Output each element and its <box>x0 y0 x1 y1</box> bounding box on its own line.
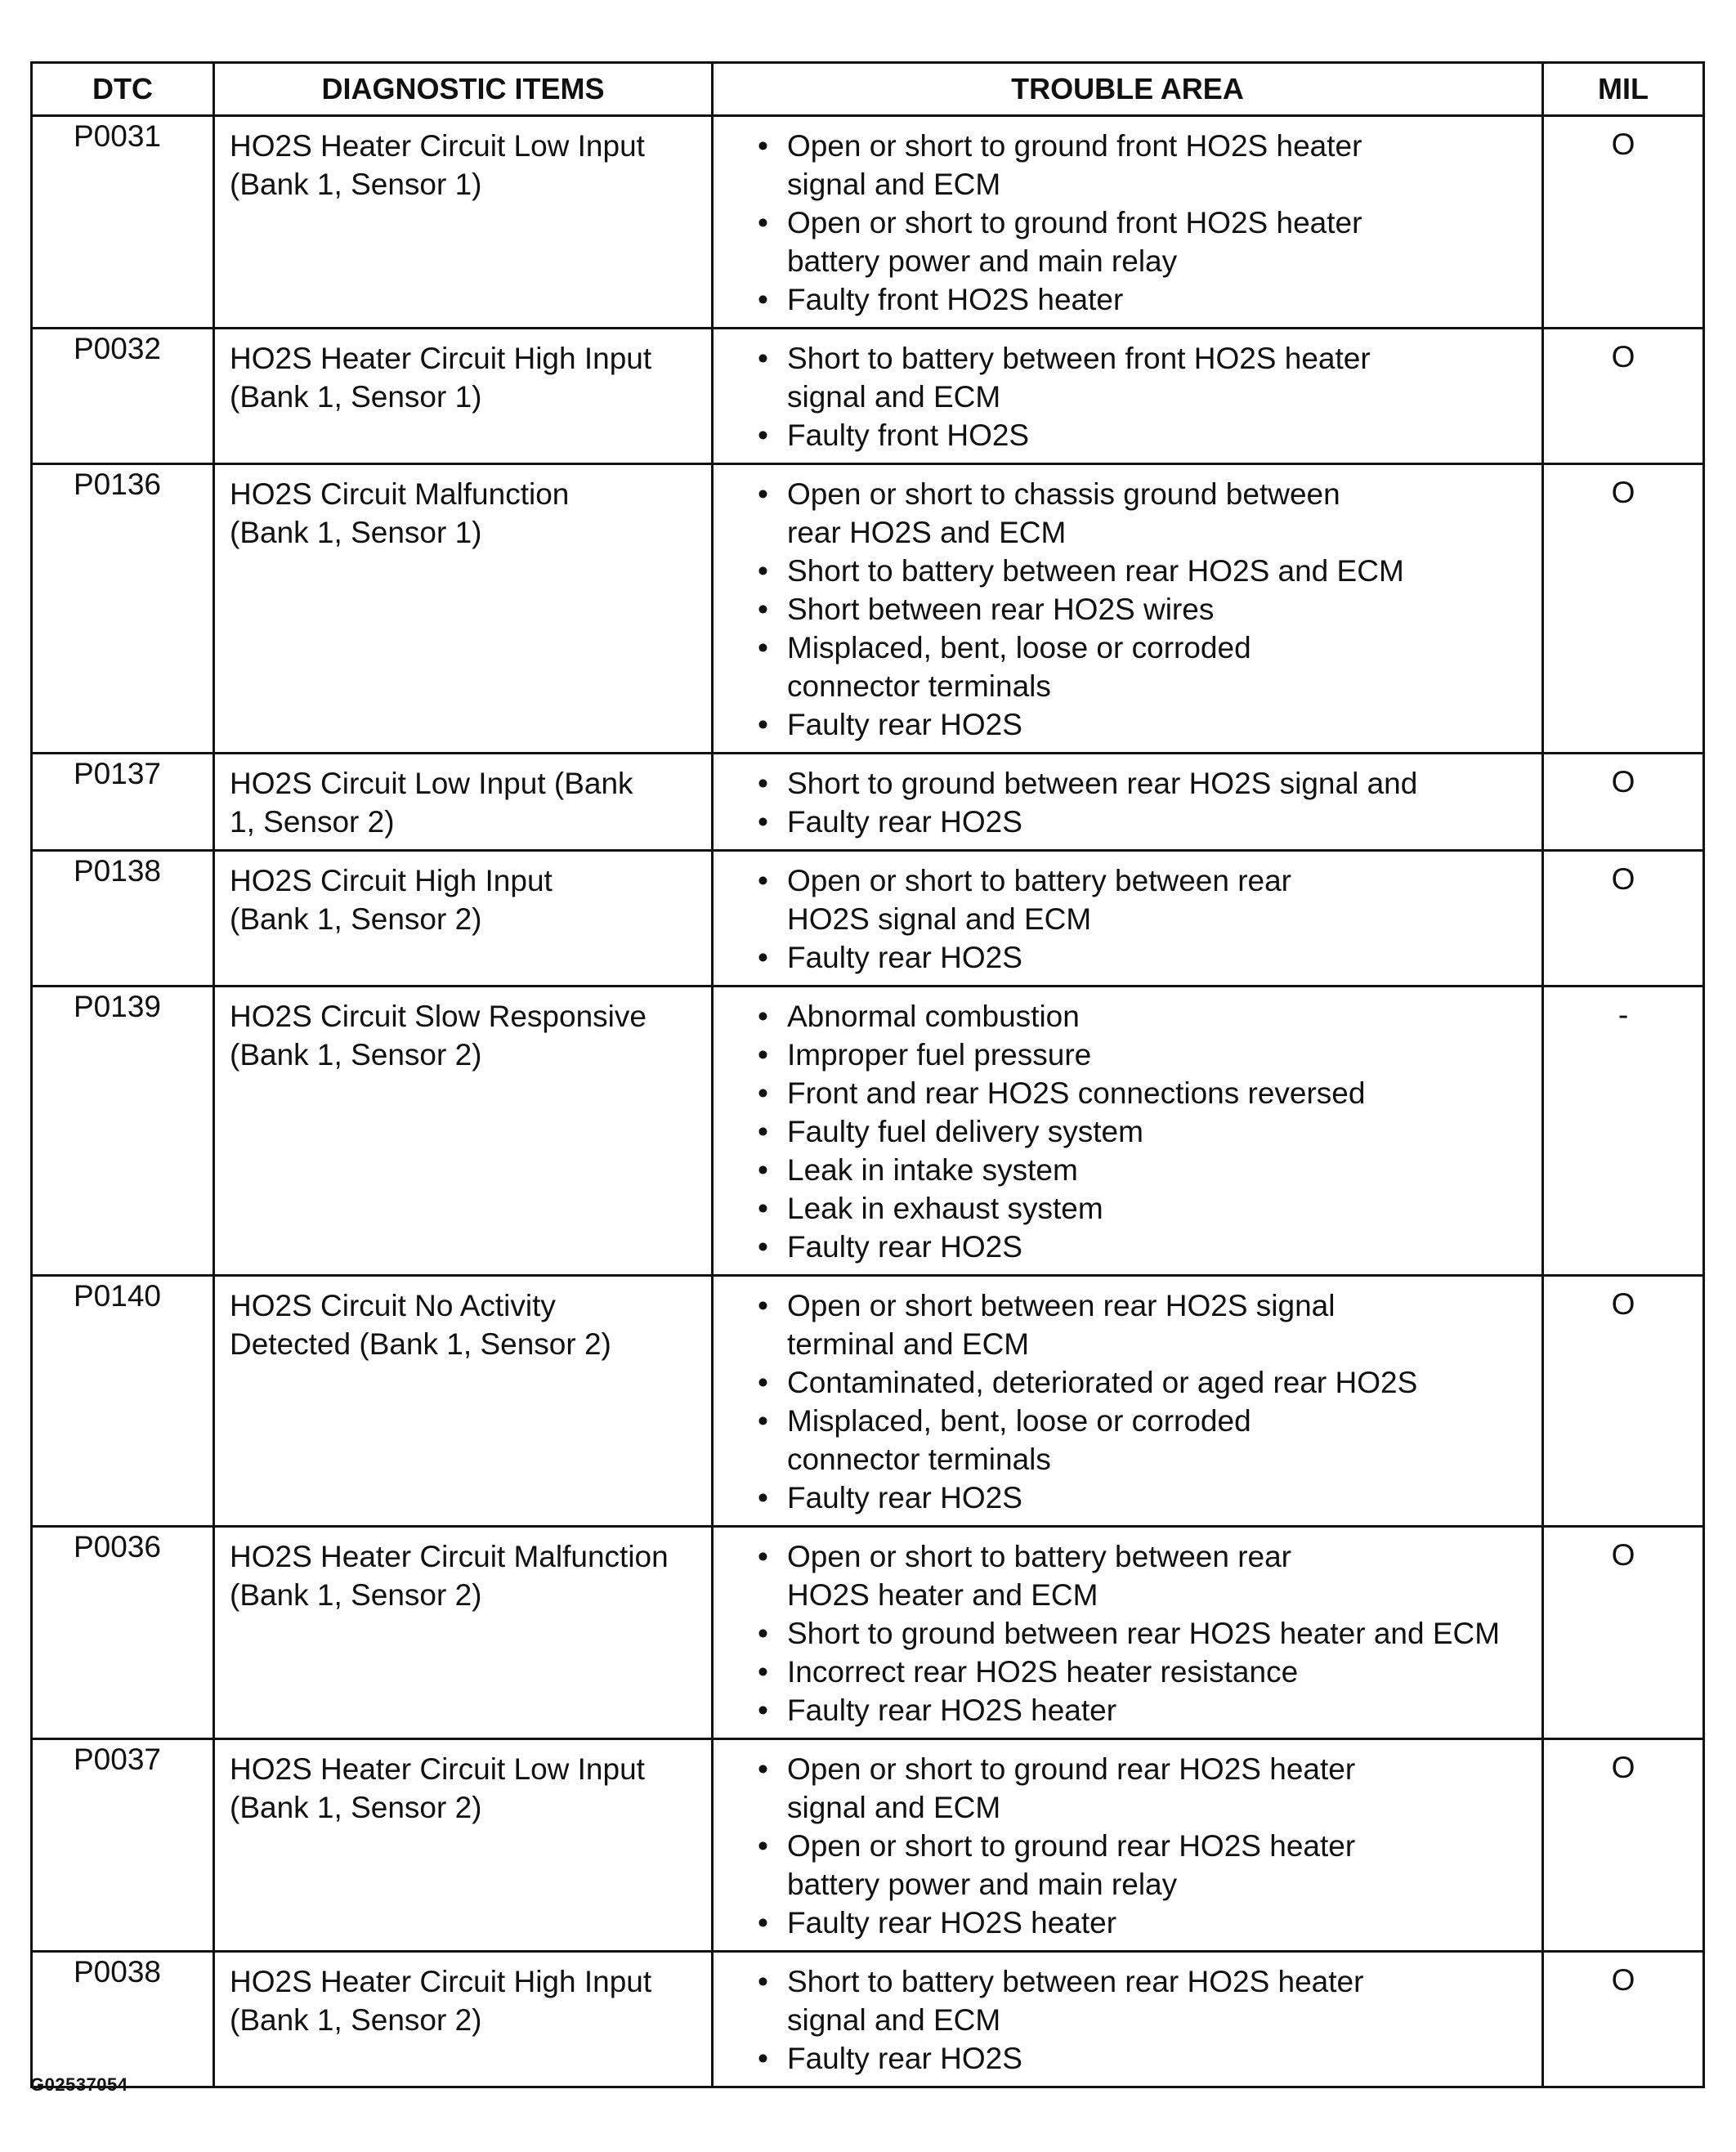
mil-cell <box>1543 987 1704 1276</box>
trouble-area-line: Faulty fuel delivery system <box>787 1115 1143 1148</box>
list-item <box>754 1402 1533 1479</box>
trouble-area-list <box>754 764 1533 841</box>
trouble-area-line: Faulty rear HO2S <box>787 805 1022 839</box>
trouble-area-line: Leak in intake system <box>787 1153 1078 1187</box>
trouble-area-line: Faulty rear HO2S <box>787 941 1022 974</box>
trouble-area-line: Faulty front HO2S <box>787 418 1030 452</box>
trouble-area-line: Open or short to chassis ground between <box>787 477 1340 511</box>
bullet-icon: • <box>758 283 768 316</box>
trouble-area-line: Short between rear HO2S wires <box>787 593 1215 626</box>
list-item <box>754 997 1533 1036</box>
diagnostic-item <box>214 464 713 754</box>
trouble-area-line: HO2S heater and ECM <box>787 1578 1098 1612</box>
bullet-icon: • <box>758 1230 768 1264</box>
list-item <box>754 339 1533 416</box>
list-item <box>754 552 1533 590</box>
mil-status: O <box>1611 1287 1635 1321</box>
mil-cell <box>1543 1276 1704 1527</box>
table-row <box>32 851 1704 987</box>
bullet-icon: • <box>758 1752 768 1786</box>
list-item <box>754 1189 1533 1228</box>
trouble-area-list <box>754 1750 1533 1942</box>
list-item <box>754 1036 1533 1074</box>
trouble-area-line: Open or short to ground rear HO2S heater <box>787 1829 1356 1863</box>
trouble-area-list <box>754 475 1533 744</box>
dtc-table-container <box>30 61 1702 2088</box>
table-row <box>32 116 1704 329</box>
diagnostic-item <box>214 1276 713 1527</box>
trouble-area-line: Misplaced, bent, loose or corroded <box>787 1404 1251 1438</box>
diagnostic-item <box>214 1952 713 2087</box>
dtc-code: P0031 <box>32 116 214 329</box>
header-diagnostic-items: DIAGNOSTIC ITEMS <box>214 63 713 116</box>
mil-status: O <box>1611 340 1635 374</box>
bullet-icon: • <box>758 1693 768 1727</box>
trouble-area-list <box>754 127 1533 319</box>
diagnostic-item <box>214 987 713 1276</box>
bullet-icon: • <box>758 1289 768 1322</box>
bullet-icon: • <box>758 1965 768 1998</box>
list-item <box>754 280 1533 319</box>
table-body <box>32 116 1704 2087</box>
table-row <box>32 329 1704 464</box>
bullet-icon: • <box>758 1115 768 1148</box>
trouble-area-line: HO2S signal and ECM <box>787 902 1092 936</box>
diagnostic-item <box>214 116 713 329</box>
trouble-area-line: Open or short to ground front HO2S heater <box>787 206 1362 239</box>
dtc-code: P0139 <box>32 987 214 1276</box>
bullet-icon: • <box>758 1906 768 1939</box>
bullet-icon: • <box>758 941 768 974</box>
list-item <box>754 1750 1533 1827</box>
list-item <box>754 1904 1533 1942</box>
list-item <box>754 1074 1533 1112</box>
trouble-area-line: Faulty rear HO2S <box>787 1481 1022 1514</box>
bullet-icon: • <box>758 2042 768 2075</box>
trouble-area-line: Contaminated, deteriorated or aged rear HO2S <box>787 1366 1418 1399</box>
trouble-area-list <box>754 339 1533 454</box>
dtc-code: P0032 <box>32 329 214 464</box>
bullet-icon: • <box>758 206 768 239</box>
trouble-area <box>713 1952 1543 2087</box>
bullet-icon: • <box>758 1655 768 1689</box>
dtc-code: P0140 <box>32 1276 214 1527</box>
trouble-area-line: Open or short to ground front HO2S heater <box>787 129 1362 163</box>
trouble-area <box>713 116 1543 329</box>
mil-cell <box>1543 116 1704 329</box>
diagnostic-item-line: HO2S Heater Circuit Low Input <box>230 129 645 163</box>
mil-cell <box>1543 851 1704 987</box>
list-item <box>754 416 1533 454</box>
bullet-icon: • <box>758 805 768 839</box>
trouble-area-list <box>754 1537 1533 1729</box>
trouble-area <box>713 464 1543 754</box>
bullet-icon: • <box>758 129 768 163</box>
dtc-code: P0137 <box>32 754 214 851</box>
dtc-code: P0138 <box>32 851 214 987</box>
header-dtc: DTC <box>32 63 214 116</box>
trouble-area-line: Open or short between rear HO2S signal <box>787 1289 1336 1322</box>
trouble-area-list <box>754 997 1533 1266</box>
diagnostic-item-line: (Bank 1, Sensor 2) <box>230 1791 482 1824</box>
trouble-area-line: terminal and ECM <box>787 1327 1030 1361</box>
trouble-area-line: Incorrect rear HO2S heater resistance <box>787 1655 1299 1689</box>
bullet-icon: • <box>758 864 768 897</box>
list-item <box>754 1112 1533 1151</box>
trouble-area-line: Faulty front HO2S heater <box>787 283 1124 316</box>
trouble-area <box>713 1527 1543 1739</box>
bullet-icon: • <box>758 1829 768 1863</box>
bullet-icon: • <box>758 1153 768 1187</box>
mil-status: O <box>1611 476 1635 509</box>
dtc-code: P0038 <box>32 1952 214 2087</box>
trouble-area-line: battery power and main relay <box>787 1868 1178 1901</box>
trouble-area-line: Front and rear HO2S connections reversed <box>787 1076 1366 1110</box>
list-item <box>754 938 1533 977</box>
trouble-area-line: Short to battery between rear HO2S heater <box>787 1965 1364 1998</box>
diagnostic-item-line: (Bank 1, Sensor 2) <box>230 902 482 936</box>
dtc-code: P0037 <box>32 1739 214 1952</box>
header-mil: MIL <box>1543 63 1704 116</box>
table-row <box>32 754 1704 851</box>
diagnostic-item-line: (Bank 1, Sensor 1) <box>230 380 482 414</box>
trouble-area-line: Leak in exhaust system <box>787 1192 1103 1225</box>
bullet-icon: • <box>758 631 768 664</box>
trouble-area-line: connector terminals <box>787 1443 1051 1476</box>
mil-cell <box>1543 1952 1704 2087</box>
bullet-icon: • <box>758 708 768 741</box>
list-item <box>754 803 1533 841</box>
trouble-area-line: Faulty rear HO2S heater <box>787 1693 1117 1727</box>
diagnostic-item-line: HO2S Heater Circuit High Input <box>230 342 652 375</box>
bullet-icon: • <box>758 593 768 626</box>
trouble-area-line: rear HO2S and ECM <box>787 516 1067 549</box>
bullet-icon: • <box>758 1617 768 1650</box>
bullet-icon: • <box>758 1038 768 1072</box>
trouble-area-line: Open or short to ground rear HO2S heater <box>787 1752 1356 1786</box>
diagnostic-item-line: HO2S Circuit High Input <box>230 864 553 897</box>
diagnostic-item-line: 1, Sensor 2) <box>230 805 395 839</box>
trouble-area-line: Open or short to battery between rear <box>787 1540 1292 1573</box>
bullet-icon: • <box>758 418 768 452</box>
trouble-area-line: Faulty rear HO2S <box>787 2042 1022 2075</box>
bullet-icon: • <box>758 1481 768 1514</box>
bullet-icon: • <box>758 554 768 588</box>
trouble-area-list <box>754 1286 1533 1517</box>
diagnostic-item <box>214 754 713 851</box>
list-item <box>754 629 1533 705</box>
mil-status: O <box>1611 1751 1635 1784</box>
trouble-area-line: Open or short to battery between rear <box>787 864 1292 897</box>
trouble-area-line: Faulty rear HO2S heater <box>787 1906 1117 1939</box>
figure-code: G02537054 <box>30 2074 128 2095</box>
diagnostic-item-line: HO2S Heater Circuit High Input <box>230 1965 652 1998</box>
list-item <box>754 204 1533 280</box>
bullet-icon: • <box>758 1404 768 1438</box>
trouble-area-line: signal and ECM <box>787 2003 1001 2037</box>
trouble-area-line: Faulty rear HO2S <box>787 708 1022 741</box>
list-item <box>754 127 1533 204</box>
list-item <box>754 1286 1533 1363</box>
header-trouble-area: TROUBLE AREA <box>713 63 1543 116</box>
trouble-area-line: Abnormal combustion <box>787 1000 1080 1033</box>
mil-cell <box>1543 1527 1704 1739</box>
list-item <box>754 475 1533 552</box>
trouble-area-line: Faulty rear HO2S <box>787 1230 1022 1264</box>
table-row <box>32 1276 1704 1527</box>
diagnostic-item-line: HO2S Circuit Slow Responsive <box>230 1000 647 1033</box>
diagnostic-item-line: (Bank 1, Sensor 2) <box>230 2003 482 2037</box>
trouble-area-list <box>754 1962 1533 2078</box>
diagnostic-item-line: (Bank 1, Sensor 2) <box>230 1038 482 1072</box>
mil-status: O <box>1611 1538 1635 1572</box>
diagnostic-item-line: (Bank 1, Sensor 2) <box>230 1578 482 1612</box>
list-item <box>754 1151 1533 1189</box>
bullet-icon: • <box>758 1366 768 1399</box>
mil-status: O <box>1611 128 1635 161</box>
trouble-area-line: Misplaced, bent, loose or corroded <box>787 631 1251 664</box>
bullet-icon: • <box>758 767 768 800</box>
diagnostic-item-line: HO2S Heater Circuit Malfunction <box>230 1540 669 1573</box>
list-item <box>754 1537 1533 1614</box>
list-item <box>754 590 1533 629</box>
trouble-area <box>713 329 1543 464</box>
diagnostic-item-line: Detected (Bank 1, Sensor 2) <box>230 1327 611 1361</box>
dtc-code: P0136 <box>32 464 214 754</box>
diagnostic-item-line: HO2S Circuit Malfunction <box>230 477 570 511</box>
diagnostic-item <box>214 1527 713 1739</box>
list-item <box>754 1653 1533 1691</box>
mil-status: O <box>1611 862 1635 896</box>
trouble-area-line: signal and ECM <box>787 1791 1001 1824</box>
diagnostic-item <box>214 1739 713 1952</box>
mil-cell <box>1543 464 1704 754</box>
trouble-area <box>713 987 1543 1276</box>
list-item <box>754 764 1533 803</box>
trouble-area-line: battery power and main relay <box>787 244 1178 278</box>
trouble-area-line: signal and ECM <box>787 380 1001 414</box>
bullet-icon: • <box>758 1000 768 1033</box>
trouble-area <box>713 1739 1543 1952</box>
trouble-area-line: Short to ground between rear HO2S signal and <box>787 767 1418 800</box>
trouble-area-line: connector terminals <box>787 669 1051 703</box>
list-item <box>754 861 1533 938</box>
mil-status: O <box>1611 765 1635 799</box>
list-item <box>754 1614 1533 1653</box>
diagnostic-item-line: (Bank 1, Sensor 1) <box>230 516 482 549</box>
list-item <box>754 1228 1533 1266</box>
bullet-icon: • <box>758 1192 768 1225</box>
dtc-code: P0036 <box>32 1527 214 1739</box>
trouble-area-line: signal and ECM <box>787 168 1001 201</box>
table-row <box>32 1527 1704 1739</box>
mil-status: - <box>1617 998 1629 1031</box>
list-item <box>754 1962 1533 2039</box>
trouble-area <box>713 1276 1543 1527</box>
bullet-icon: • <box>758 342 768 375</box>
trouble-area-list <box>754 861 1533 977</box>
list-item <box>754 2039 1533 2078</box>
list-item <box>754 1479 1533 1517</box>
table-row <box>32 987 1704 1276</box>
list-item <box>754 705 1533 744</box>
diagnostic-item <box>214 329 713 464</box>
bullet-icon: • <box>758 1540 768 1573</box>
trouble-area-line: Short to battery between rear HO2S and ECM <box>787 554 1404 588</box>
diagnostic-item-line: HO2S Circuit Low Input (Bank <box>230 767 633 800</box>
list-item <box>754 1691 1533 1729</box>
trouble-area <box>713 851 1543 987</box>
mil-cell <box>1543 1739 1704 1952</box>
bullet-icon: • <box>758 477 768 511</box>
mil-status: O <box>1611 1963 1635 1997</box>
trouble-area-line: Short to battery between front HO2S heater <box>787 342 1371 375</box>
bullet-icon: • <box>758 1076 768 1110</box>
list-item <box>754 1827 1533 1904</box>
list-item <box>754 1363 1533 1402</box>
table-header-row <box>32 63 1704 116</box>
diagnostic-item-line: (Bank 1, Sensor 1) <box>230 168 482 201</box>
diagnostic-item-line: HO2S Circuit No Activity <box>230 1289 556 1322</box>
trouble-area-line: Improper fuel pressure <box>787 1038 1092 1072</box>
table-row <box>32 1739 1704 1952</box>
mil-cell <box>1543 754 1704 851</box>
trouble-area <box>713 754 1543 851</box>
table-row <box>32 1952 1704 2087</box>
diagnostic-item <box>214 851 713 987</box>
diagnostic-item-line: HO2S Heater Circuit Low Input <box>230 1752 645 1786</box>
table-row <box>32 464 1704 754</box>
dtc-table <box>30 61 1705 2088</box>
mil-cell <box>1543 329 1704 464</box>
trouble-area-line: Short to ground between rear HO2S heater and ECM <box>787 1617 1501 1650</box>
